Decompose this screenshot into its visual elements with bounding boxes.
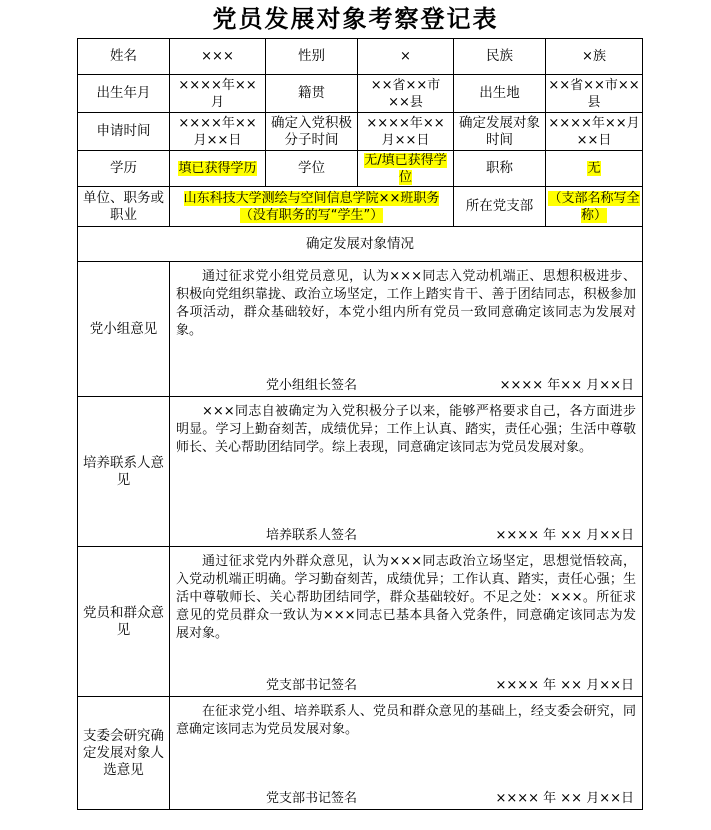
opinion-label: 支委会研究确定发展对象人选意见 [78, 697, 170, 810]
target-time-value: ××××年××月××日 [546, 113, 643, 151]
target-time-label: 确定发展对象时间 [454, 113, 546, 151]
unit-label: 单位、职务或职业 [78, 187, 170, 227]
signature-date: ×××× 年×× 月××日 [499, 378, 634, 393]
signature-line [266, 677, 634, 694]
opinion-text: 通过征求党小组党员意见，认为×××同志入党动机端正、思想积极进步、积极向党组织靠拢、政治立场坚定，工作上踏实肯干、善于团结同志，积极参加各项活动，群众基础较好，本党小组内所有党员一致同意确定该同志为发展对象。 [176, 269, 636, 338]
gender-value: × [358, 39, 454, 75]
degree-label: 学位 [266, 151, 358, 187]
ethnicity-value: ×族 [546, 39, 643, 75]
signature-date: ×××× 年 ×× 月××日 [495, 791, 634, 806]
opinion-label: 党员和群众意见 [78, 547, 170, 697]
apply-time-label: 申请时间 [78, 113, 170, 151]
section-title: 确定发展对象情况 [78, 227, 643, 262]
opinion-label: 培养联系人意见 [78, 397, 170, 547]
opinion-text: ×××同志自被确定为入党积极分子以来，能够严格要求自己，各方面进步明显。学习上勤奋刻苦，成绩优异；工作上认真、踏实，责任心强；生活中尊敬师长、关心帮助团结同学。综上表现，同意确定该同志为党员发展对象。 [176, 404, 636, 455]
native-place-label: 籍贯 [266, 75, 358, 113]
signature-date: ×××× 年 ×× 月××日 [495, 528, 634, 543]
activist-time-value: ××××年××月××日 [358, 113, 454, 151]
opinion-text: 在征求党小组、培养联系人、党员和群众意见的基础上，经支委会研究，同意确定该同志为党员发展对象。 [176, 704, 636, 737]
opinion-label: 党小组意见 [78, 262, 170, 397]
form-title: 党员发展对象考察登记表 [212, 4, 499, 33]
name-label: 姓名 [78, 39, 170, 75]
birth-date-value: ××××年××月 [170, 75, 266, 113]
birth-date-label: 出生年月 [78, 75, 170, 113]
signature-line [266, 790, 634, 807]
unit-value: 山东科技大学测绘与空间信息学院××班职务（没有职务的写“学生”） [183, 190, 440, 223]
job-title-value: 无 [587, 161, 601, 176]
opinion-cell [170, 262, 643, 397]
signature-label: 培养联系人签名 [266, 528, 358, 543]
signature-label: 党支部书记签名 [266, 791, 358, 806]
gender-label: 性别 [266, 39, 358, 75]
opinion-text: 通过征求党内外群众意见，认为×××同志政治立场坚定，思想觉悟较高，入党动机端正明确。学习勤奋刻苦，成绩优异；工作认真、踏实，责任心强；生活中尊敬师长、关心帮助团结同学，群众基础较好。不足之处：×××。所征求意见的党员群众一致认为×××同志已基本具备入党条件，同意确定该同志为发展对象。 [176, 554, 636, 641]
registration-table [77, 38, 643, 810]
native-place-value: ××省××市××县 [358, 75, 454, 113]
signature-date: ×××× 年 ×× 月××日 [495, 678, 634, 693]
signature-label: 党支部书记签名 [266, 678, 358, 693]
signature-line [266, 377, 634, 394]
opinion-cell [170, 697, 643, 810]
education-label: 学历 [78, 151, 170, 187]
activist-time-label: 确定入党积极分子时间 [266, 113, 358, 151]
opinion-cell [170, 547, 643, 697]
birthplace-value: ××省××市××县 [546, 75, 643, 113]
branch-value: （支部名称写全称） [548, 190, 640, 223]
opinion-cell [170, 397, 643, 547]
apply-time-value: ××××年××月××日 [170, 113, 266, 151]
job-title-label: 职称 [454, 151, 546, 187]
name-value: ××× [170, 39, 266, 75]
branch-label: 所在党支部 [454, 187, 546, 227]
signature-line [266, 527, 634, 544]
ethnicity-label: 民族 [454, 39, 546, 75]
degree-value: 无/填已获得学位 [364, 152, 447, 185]
birthplace-label: 出生地 [454, 75, 546, 113]
signature-label: 党小组组长签名 [266, 378, 358, 393]
education-value: 填已获得学历 [178, 161, 257, 176]
